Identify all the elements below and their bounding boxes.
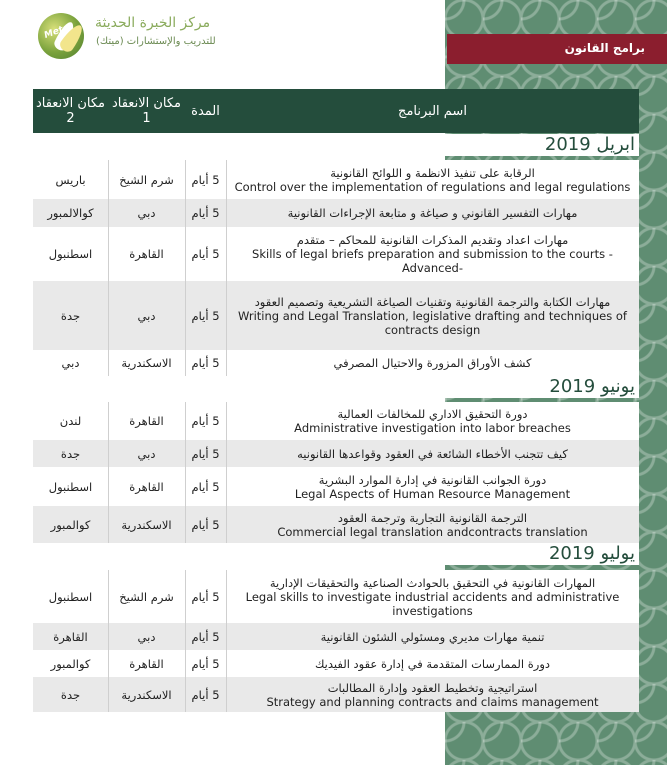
venue2-cell: لندن: [59, 414, 82, 428]
venue1-cell: القاهرة: [129, 479, 164, 494]
org-name: مركز الخبرة الحديثة: [95, 15, 211, 31]
program-name-en: Administrative investigation into labor breaches: [294, 421, 571, 435]
column-divider: [108, 570, 109, 623]
program-name-ar: تنمية مهارات مديري ومسئولي الشئون القانونية: [320, 629, 545, 644]
program-name-ar: الترجمة القانونية التجارية وترجمة العقود: [337, 510, 528, 525]
column-divider: [108, 160, 109, 199]
table-row: [33, 350, 639, 376]
column-divider: [108, 677, 109, 712]
column-divider: [185, 281, 186, 350]
venue2-cell: كوالالمبور: [47, 206, 94, 220]
column-divider: [185, 350, 186, 376]
col-program: اسم البرنامج: [398, 103, 467, 119]
table-header: [33, 89, 639, 133]
program-cell: [226, 227, 639, 281]
venue1-cell: شرم الشيخ: [119, 589, 174, 604]
column-divider: [226, 350, 227, 376]
duration-cell: 5 أيام: [191, 446, 220, 461]
column-divider: [226, 440, 227, 467]
table-row: [33, 623, 639, 650]
column-divider: [108, 350, 109, 376]
program-name-ar: كيف تتجنب الأخطاء الشائعة في العقود وقواعدها القانونيه: [297, 446, 568, 461]
program-name-en: Legal Aspects of Human Resource Management: [294, 486, 571, 501]
column-divider: [226, 677, 227, 712]
program-name-en: Legal skills to investigate industrial accidents and administrative investigations: [245, 589, 620, 618]
column-divider: [185, 402, 186, 440]
table-row: [33, 506, 639, 543]
duration-cell: 5 أيام: [191, 414, 220, 428]
month-title: ابريل 2019: [544, 134, 635, 155]
program-name-en: Control over the implementation of regulations and legal regulations: [234, 179, 631, 194]
program-name-ar: كشف الأوراق المزورة والاحتيال المصرفي: [333, 356, 532, 370]
col-venue2: مكان الانعقاد 2: [35, 96, 106, 126]
table-row: [33, 677, 639, 712]
program-cell: [226, 160, 639, 199]
col-duration: المدة: [191, 103, 220, 119]
duration-cell: 5 أيام: [191, 687, 220, 702]
program-name-en: Writing and Legal Translation, legislative drafting and techniques of contracts design: [238, 308, 627, 337]
column-divider: [185, 570, 186, 623]
col-venue1: مكان الانعقاد 1: [111, 96, 182, 126]
duration-cell: 5 أيام: [191, 589, 220, 604]
program-cell: [226, 623, 639, 650]
venue1-cell: القاهرة: [129, 247, 164, 261]
venue2-cell: كوالمبور: [50, 656, 91, 671]
program-name-ar: دورة الممارسات المتقدمة في إدارة عقود الفيديك: [314, 656, 551, 671]
table-row: [33, 650, 639, 677]
program-name-ar: استراتيجية وتخطيط العقود وإدارة المطالبات: [327, 680, 538, 695]
duration-cell: 5 أيام: [191, 206, 220, 220]
duration-cell: 5 أيام: [191, 656, 220, 671]
program-cell: [226, 281, 639, 350]
column-divider: [108, 402, 109, 440]
program-cell: [226, 199, 639, 227]
section-banner: [447, 34, 667, 64]
column-divider: [226, 623, 227, 650]
duration-cell: 5 أيام: [191, 308, 220, 323]
column-divider: [185, 440, 186, 467]
table-row: [33, 227, 639, 281]
table-row: [33, 440, 639, 467]
column-divider: [108, 650, 109, 677]
venue2-cell: جدة: [60, 308, 81, 323]
column-divider: [108, 199, 109, 227]
month-title: يوليو 2019: [548, 543, 635, 564]
column-divider: [226, 506, 227, 543]
venue2-cell: اسطنبول: [48, 589, 93, 604]
program-name-en: Skills of legal briefs preparation and submission to the courts -Advanced-: [252, 247, 613, 275]
duration-cell: 5 أيام: [191, 629, 220, 644]
metc-logo-icon: [38, 13, 84, 59]
column-divider: [108, 467, 109, 506]
duration-cell: 5 أيام: [191, 172, 220, 187]
venue1-cell: دبي: [137, 446, 156, 461]
column-divider: [185, 506, 186, 543]
column-divider: [226, 570, 227, 623]
column-divider: [226, 199, 227, 227]
table-row: [33, 281, 639, 350]
column-divider: [108, 227, 109, 281]
venue2-cell: اسطنبول: [48, 479, 93, 494]
program-cell: [226, 350, 639, 376]
program-cell: [226, 677, 639, 712]
venue2-cell: القاهرة: [53, 629, 88, 644]
column-divider: [108, 623, 109, 650]
venue2-cell: كوالمبور: [50, 517, 91, 532]
column-divider: [185, 160, 186, 199]
column-divider: [108, 281, 109, 350]
table-row: [33, 160, 639, 199]
column-divider: [226, 467, 227, 506]
venue2-cell: اسطنبول: [48, 247, 93, 261]
venue1-cell: دبي: [137, 308, 156, 323]
venue1-cell: الاسكندرية: [121, 356, 172, 370]
venue2-cell: جدة: [60, 446, 81, 461]
program-cell: [226, 440, 639, 467]
table-row: [33, 570, 639, 623]
banner-title: برامج القانون: [564, 41, 645, 55]
program-cell: [226, 467, 639, 506]
column-divider: [226, 402, 227, 440]
venue1-cell: الاسكندرية: [121, 517, 172, 532]
column-divider: [226, 650, 227, 677]
duration-cell: 5 أيام: [191, 517, 220, 532]
column-divider: [185, 650, 186, 677]
column-divider: [185, 227, 186, 281]
column-divider: [185, 199, 186, 227]
column-divider: [108, 440, 109, 467]
duration-cell: 5 أيام: [191, 356, 220, 370]
duration-cell: 5 أيام: [191, 247, 220, 261]
program-name-en: Commercial legal translation andcontracts translation: [277, 524, 588, 539]
program-name-ar: الرقابة على تنفيذ الانظمة و اللوائح القانونية: [330, 165, 535, 180]
column-divider: [185, 677, 186, 712]
venue1-cell: دبي: [137, 629, 156, 644]
program-name-ar: مهارات الكتابة والترجمة القانونية وتقنيات الصياغة التشريعية وتصميم العقود: [254, 294, 611, 309]
program-name-en: Strategy and planning contracts and claims management: [266, 694, 599, 709]
table-row: [33, 467, 639, 506]
table-row: [33, 402, 639, 440]
venue1-cell: القاهرة: [129, 414, 164, 428]
org-subtitle: للتدريب والإستشارات (ميتك): [96, 36, 216, 47]
column-divider: [185, 467, 186, 506]
duration-cell: 5 أيام: [191, 479, 220, 494]
logo-text: Metc: [43, 23, 70, 41]
program-name-ar: دورة الجوانب القانونية في إدارة الموارد البشرية: [318, 472, 547, 487]
table-row: [33, 199, 639, 227]
column-divider: [226, 160, 227, 199]
program-name-ar: المهارات القانونية في التحقيق بالحوادث الصناعية والتحقيقات الإدارية: [269, 575, 596, 590]
program-cell: [226, 402, 639, 440]
program-cell: [226, 506, 639, 543]
venue2-cell: باريس: [55, 172, 86, 187]
month-title: يونيو 2019: [549, 376, 635, 397]
column-divider: [185, 623, 186, 650]
venue1-cell: القاهرة: [129, 656, 164, 671]
venue1-cell: دبي: [137, 206, 156, 220]
venue1-cell: الاسكندرية: [121, 687, 172, 702]
venue2-cell: جدة: [60, 687, 81, 702]
program-cell: [226, 570, 639, 623]
program-name-ar: مهارات اعداد وتقديم المذكرات القانونية للمحاكم – متقدم: [296, 233, 569, 247]
program-name-ar: دورة التحقيق الاداري للمخالفات العمالية: [337, 407, 528, 421]
month-band: [33, 376, 639, 398]
program-cell: [226, 650, 639, 677]
column-divider: [226, 281, 227, 350]
column-divider: [108, 506, 109, 543]
venue2-cell: دبي: [61, 356, 80, 370]
program-name-ar: مهارات التفسير القانوني و صياغة و متابعة الإجراءات القانونية: [287, 206, 578, 220]
venue1-cell: شرم الشيخ: [119, 172, 174, 187]
column-divider: [226, 227, 227, 281]
